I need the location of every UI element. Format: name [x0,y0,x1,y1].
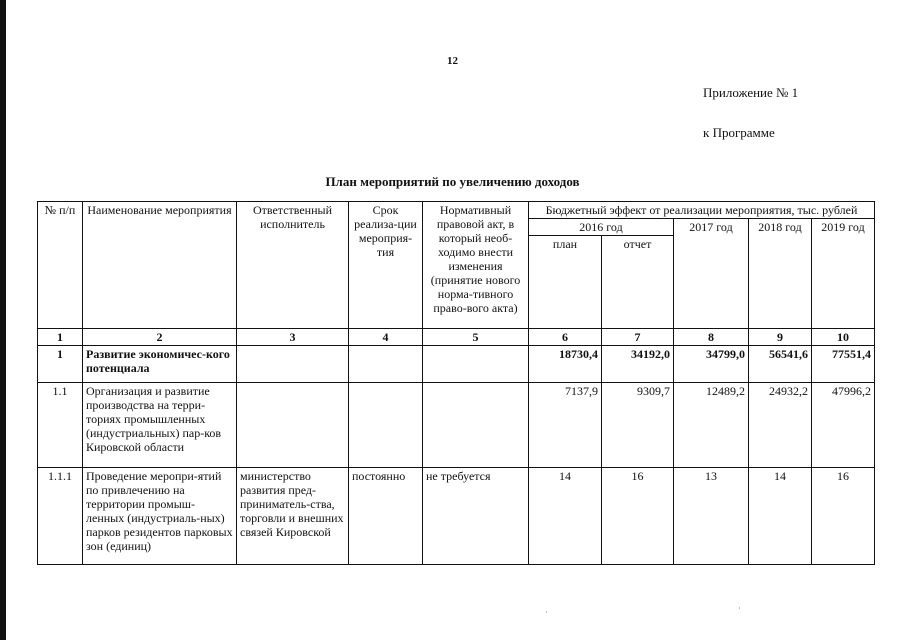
header-name: Наименование мероприятия [83,202,237,329]
row-responsible [237,383,349,468]
document-title: План мероприятий по увеличению доходов [325,174,580,189]
measures-table [37,201,875,565]
row-report-2016: 34192,0 [602,346,674,383]
colnum-9: 9 [749,329,812,346]
row-report-2016: 16 [602,468,674,565]
header-budget-effect: Бюджетный эффект от реализации мероприятия, тыс. рублей [529,202,875,219]
header-plan: план [529,236,602,329]
colnum-8: 8 [674,329,749,346]
header-year-2019: 2019 год [812,219,875,329]
row-num: 1 [38,346,83,383]
colnum-6: 6 [529,329,602,346]
row-2019: 47996,2 [812,383,875,468]
scan-speck: · [545,608,548,617]
colnum-3: 3 [237,329,349,346]
row-responsible: министерство развития пред-приниматель-ства, торговли и внешних связей Кировской [237,468,349,565]
row-legal-act: не требуется [423,468,529,565]
row-term [349,383,423,468]
colnum-5: 5 [423,329,529,346]
row-2018: 56541,6 [749,346,812,383]
column-numbers-row [38,329,875,346]
row-term [349,346,423,383]
row-2017: 34799,0 [674,346,749,383]
row-2019: 77551,4 [812,346,875,383]
row-num: 1.1.1 [38,468,83,565]
header-responsible: Ответственный исполнитель [237,202,349,329]
colnum-4: 4 [349,329,423,346]
row-name: Проведение меропри-ятий по привлечению на территории промыш-ленных (индустриаль-ных) парков резидентов парковых зон (единиц) [83,468,237,565]
page-number: 12 [447,55,458,67]
row-2018: 24932,2 [749,383,812,468]
row-plan-2016: 7137,9 [529,383,602,468]
appendix-label: Приложение № 1 [703,85,799,100]
table-row [38,346,875,383]
header-row-1 [38,202,875,219]
row-plan-2016: 14 [529,468,602,565]
program-label: к Программе [703,125,775,140]
colnum-10: 10 [812,329,875,346]
header-year-2018: 2018 год [749,219,812,329]
colnum-7: 7 [602,329,674,346]
colnum-2: 2 [83,329,237,346]
header-term: Срок реализа-ции мероприя-тия [349,202,423,329]
row-name: Организация и развитие производства на терри-ториях промышленных (индустриальных) пар-ков Кировской области [83,383,237,468]
scan-edge-bar [0,0,6,640]
row-legal-act [423,346,529,383]
table-row [38,468,875,565]
row-term: постоянно [349,468,423,565]
header-year-2016: 2016 год [529,219,674,236]
row-legal-act [423,383,529,468]
row-name: Развитие экономичес-кого потенциала [83,346,237,383]
scan-speck: · [738,604,741,613]
header-legal-act: Нормативный правовой акт, в который необ-ходимо внести изменения (принятие нового норма-тивного право-вого акта) [423,202,529,329]
header-report: отчет [602,236,674,329]
row-2018: 14 [749,468,812,565]
row-plan-2016: 18730,4 [529,346,602,383]
row-2017: 13 [674,468,749,565]
header-num: № п/п [38,202,83,329]
colnum-1: 1 [38,329,83,346]
row-2017: 12489,2 [674,383,749,468]
header-year-2017: 2017 год [674,219,749,329]
row-responsible [237,346,349,383]
table-row [38,383,875,468]
row-report-2016: 9309,7 [602,383,674,468]
row-2019: 16 [812,468,875,565]
row-num: 1.1 [38,383,83,468]
